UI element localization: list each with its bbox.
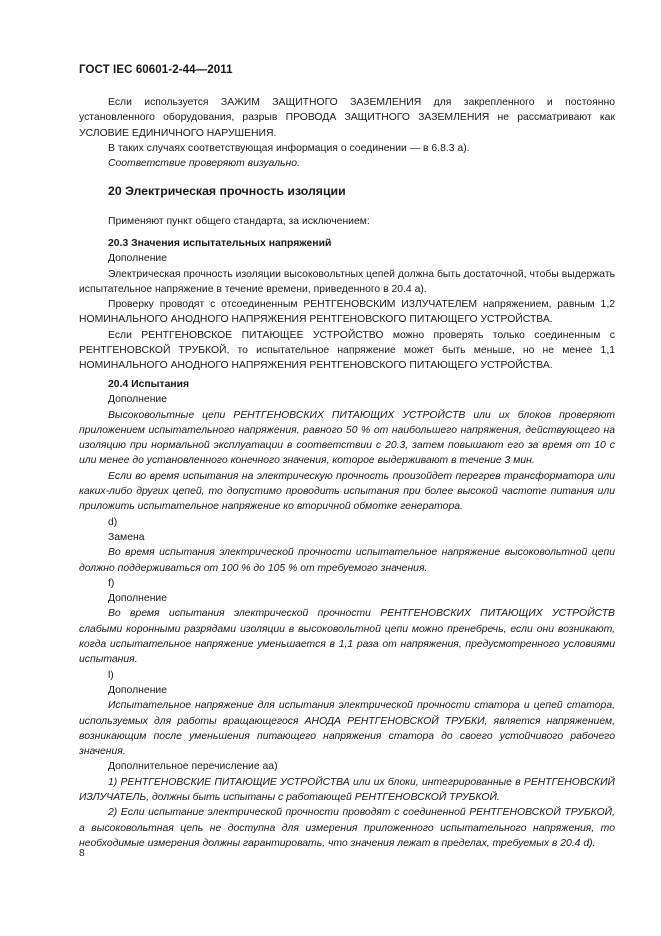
item-f-label: Дополнение bbox=[108, 593, 168, 605]
subsection-20-4-paragraph-2: Если во время испытания на электрическую прочность произойдет перегрев трансформатора или каких-либо других цепей, то допустимо проводить испытания при более высокой частоте питания или приложить испытательное напряжение ко вторичной обмотке генератора. bbox=[79, 470, 615, 513]
item-aa-label: Дополнительное перечисление аа) bbox=[108, 761, 278, 773]
intro-compliance-note: Соответствие проверяют визуально. bbox=[108, 158, 300, 170]
section-20-intro: Применяют пункт общего стандарта, за исключением: bbox=[108, 216, 370, 227]
subsection-20-3-paragraph-1: Электрическая прочность изоляции высоковольтных цепей должна быть достаточной, чтобы выдержать испытательное напряжение в течение времени, приведенного в 20.4 а). bbox=[79, 268, 615, 295]
intro-block bbox=[79, 95, 615, 171]
subsection-20-3-paragraph-3: Если РЕНТГЕНОВСКОЕ ПИТАЮЩЕЕ УСТРОЙСТВО можно проверять только соединенным с РЕНТГЕНОВСКОЙ ТРУБКОЙ, то испытательное напряжение может быть меньше, но не менее 1,1 НОМИНАЛЬНОГО АНОДНОГО НАПРЯЖЕНИЯ РЕНТГЕНОВСКОГО ПИТАЮЩЕГО УСТРОЙСТВА. bbox=[79, 329, 615, 372]
item-l-marker: l) bbox=[108, 669, 114, 681]
section-20-title: 20 Электрическая прочность изоляции bbox=[108, 184, 346, 198]
subsection-20-3-label: Дополнение bbox=[108, 253, 168, 265]
document-header: ГОСТ IEC 60601-2-44—2011 bbox=[79, 64, 233, 76]
subsection-20-4-paragraph-1: Высоковольтные цепи РЕНТГЕНОВСКИХ ПИТАЮЩИХ УСТРОЙСТВ или их блоков проверяют приложением испытательного напряжения, равного 50 % от наибольшего напряжения, действующего на изоляцию при нормальной эксплуатации в соответствии с 20.3, затем повышают его за время от 10 с или менее до установленного конечного значения, которое выдерживают в течение 3 мин. bbox=[79, 409, 615, 467]
intro-paragraph-1: Если используется ЗАЖИМ ЗАЩИТНОГО ЗАЗЕМЛЕНИЯ для закрепленного и постоянно установленного оборудования, разрыв ПРОВОДА ЗАЩИТНОГО ЗАЗЕМЛЕНИЯ не рассматривают как УСЛОВИЕ ЕДИНИЧНОГО НАРУШЕНИЯ. bbox=[79, 97, 615, 139]
section-20 bbox=[79, 184, 615, 199]
item-aa-1: 1) РЕНТГЕНОВСКИЕ ПИТАЮЩИЕ УСТРОЙСТВА или их блоки, интегрированные в РЕНТГЕНОВСКИЙ ИЗЛУЧАТЕЛЬ, должны быть испытаны с работающей РЕНТГЕНОВСКОЙ ТРУБКОЙ. bbox=[79, 776, 615, 804]
item-d-marker: d) bbox=[108, 516, 118, 528]
subsection-20-3-paragraph-2: Проверку проводят с отсоединенным РЕНТГЕНОВСКИМ ИЗЛУЧАТЕЛЕМ напряжением, равным 1,2 НОМИНАЛЬНОГО АНОДНОГО НАПРЯЖЕНИЯ РЕНТГЕНОВСКОГО ПИТАЮЩЕГО УСТРОЙСТВА. bbox=[79, 299, 615, 326]
section-20-body bbox=[79, 214, 615, 229]
item-aa-2: 2) Если испытание электрической прочности проводят с соединенной РЕНТГЕНОВСКОЙ ТРУБКОЙ, а высоковольтная цепь не доступна для измерения приложенного испытательного напряжения, то необходимые измерения должны гарантировать, что значения лежат в пределах, требуемых в 20.4 d). bbox=[79, 807, 615, 849]
subsection-20-3-title: 20.3 Значения испытательных напряжений bbox=[108, 238, 332, 249]
subsection-20-4-label: Дополнение bbox=[108, 394, 168, 406]
page-number: 8 bbox=[79, 848, 85, 859]
subsection-20-4 bbox=[79, 377, 615, 851]
subsection-20-3 bbox=[79, 236, 615, 374]
item-l-text: Испытательное напряжение для испытания электрической прочности статора и цепей статора, используемых для работы вращающегося АНОДА РЕНТГЕНОВСКОЙ ТРУБКИ, является напряжением, возникающим после уменьшения питающего напряжения статора до своего устойчивого рабочего значения. bbox=[79, 700, 615, 758]
item-d-text: Во время испытания электрической прочности испытательное напряжение высоковольтной цепи должно поддерживаться от 100 % до 105 % от требуемого значения. bbox=[79, 547, 615, 574]
item-d-label: Замена bbox=[108, 531, 145, 543]
item-f-text: Во время испытания электрической прочности РЕНТГЕНОВСКИХ ПИТАЮЩИХ УСТРОЙСТВ слабыми коронными разрядами изоляции в высоковольтной цепи можно пренебречь, если они возникают, когда испытательное напряжение уменьшается в 1,1 раза от напряжения, предусмотренного условиями испытания. bbox=[79, 608, 615, 666]
item-f-marker: f) bbox=[108, 577, 115, 589]
subsection-20-4-title: 20.4 Испытания bbox=[108, 379, 190, 390]
intro-paragraph-2: В таких случаях соответствующая информация о соединении — в 6.8.3 а). bbox=[108, 142, 470, 154]
item-l-label: Дополнение bbox=[108, 684, 168, 696]
